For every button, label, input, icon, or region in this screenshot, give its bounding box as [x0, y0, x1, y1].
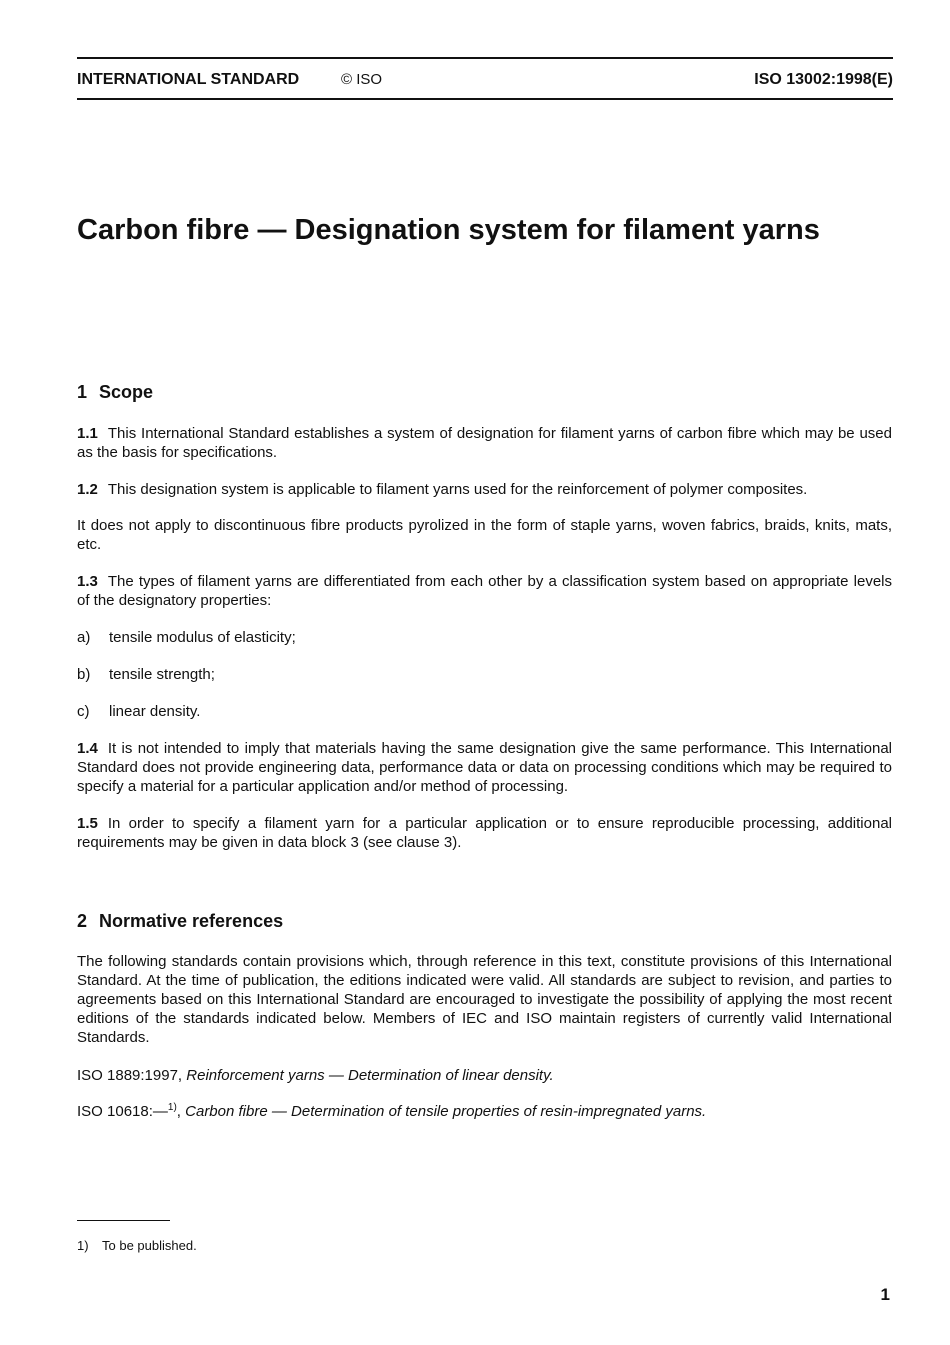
clause-1-2 [77, 480, 892, 499]
header-bottom-rule [77, 98, 893, 100]
clause-number: 1.4 [77, 740, 98, 757]
clause-number: 1.5 [77, 815, 98, 832]
footnote-reference[interactable]: 1) [167, 1102, 177, 1113]
clause-1-1 [77, 424, 892, 462]
clause-1-4 [77, 739, 892, 796]
clause-1-3 [77, 572, 892, 610]
reference-title: Reinforcement yarns — Determination of linear density. [186, 1067, 554, 1084]
list-item [77, 702, 200, 721]
document-page [77, 0, 893, 1345]
list-marker: b) [77, 666, 91, 683]
list-item [77, 628, 296, 647]
list-marker: a) [77, 629, 91, 646]
footnote-separator [77, 1220, 170, 1221]
clause-number: 1.1 [77, 425, 98, 442]
page-number: 1 [880, 1285, 890, 1304]
list-text: tensile strength; [109, 666, 215, 683]
clause-text: In order to specify a filament yarn for a particular application or to ensure reproducible processing, additional requirements may be given in data block 3 (see clause 3). [77, 815, 892, 851]
clause-text: This International Standard establishes a system of designation for filament yarns of carbon fibre which may be used as the basis for specifications. [77, 425, 892, 461]
reference-code: ISO 1889:1997, [77, 1067, 183, 1084]
list-text: tensile modulus of elasticity; [109, 629, 296, 646]
list-marker: c) [77, 703, 90, 720]
document-title: Carbon fibre — Designation system for filament yarns [77, 214, 820, 246]
reference-code: ISO 10618:— [77, 1103, 168, 1120]
page-header [77, 69, 893, 91]
clause-text: This designation system is applicable to filament yarns used for the reinforcement of polymer composites. [107, 481, 808, 498]
footnote-text: To be published. [102, 1238, 197, 1253]
list-text: linear density. [109, 703, 201, 720]
clause-text: It is not intended to imply that materials having the same designation give the same performance. This International Standard does not provide engineering data, performance data or data on processing conditions which may be required to specify a material for a particular application and/or method of processing. [77, 740, 892, 795]
reference-title: Carbon fibre — Determination of tensile properties of resin-impregnated yarns. [185, 1103, 707, 1120]
paragraph-text: It does not apply to discontinuous fibre products pyrolized in the form of staple yarns, woven fabrics, braids, knits, mats, etc. [77, 517, 892, 553]
section-heading-scope [77, 380, 153, 404]
header-standard-id: ISO 13002:1998(E) [754, 71, 893, 88]
section-title: Normative references [99, 911, 284, 931]
header-top-rule [77, 57, 893, 59]
clause-number: 1.2 [77, 481, 98, 498]
header-copyright: © ISO [341, 71, 383, 88]
header-document-type: INTERNATIONAL STANDARD [77, 71, 300, 88]
reference-separator: , [176, 1103, 181, 1120]
paragraph-text: The following standards contain provisions which, through reference in this text, constitute provisions of this International Standard. At the time of publication, the editions indicated were valid. All standards are subject to revision, and parties to agreements based on this International Standard are encouraged to investigate the possibility of applying the most recent editions of the standards indicated below. Members of IEC and ISO maintain registers of currently valid International Standards. [77, 953, 892, 1046]
list-item [77, 665, 215, 684]
section-title: Scope [99, 382, 154, 402]
section-number: 1 [77, 382, 88, 402]
footnote [77, 1237, 197, 1255]
scope-exclusion-paragraph [77, 516, 892, 554]
reference-entry [77, 1066, 892, 1085]
clause-1-5 [77, 814, 892, 852]
section-number: 2 [77, 911, 88, 931]
normative-references-intro [77, 952, 892, 1047]
footnote-marker: 1) [77, 1238, 89, 1253]
section-heading-normative-references [77, 909, 283, 933]
reference-entry [77, 1102, 892, 1121]
clause-number: 1.3 [77, 573, 98, 590]
clause-text: The types of filament yarns are differentiated from each other by a classification system based on appropriate levels of the designatory properties: [77, 573, 892, 609]
